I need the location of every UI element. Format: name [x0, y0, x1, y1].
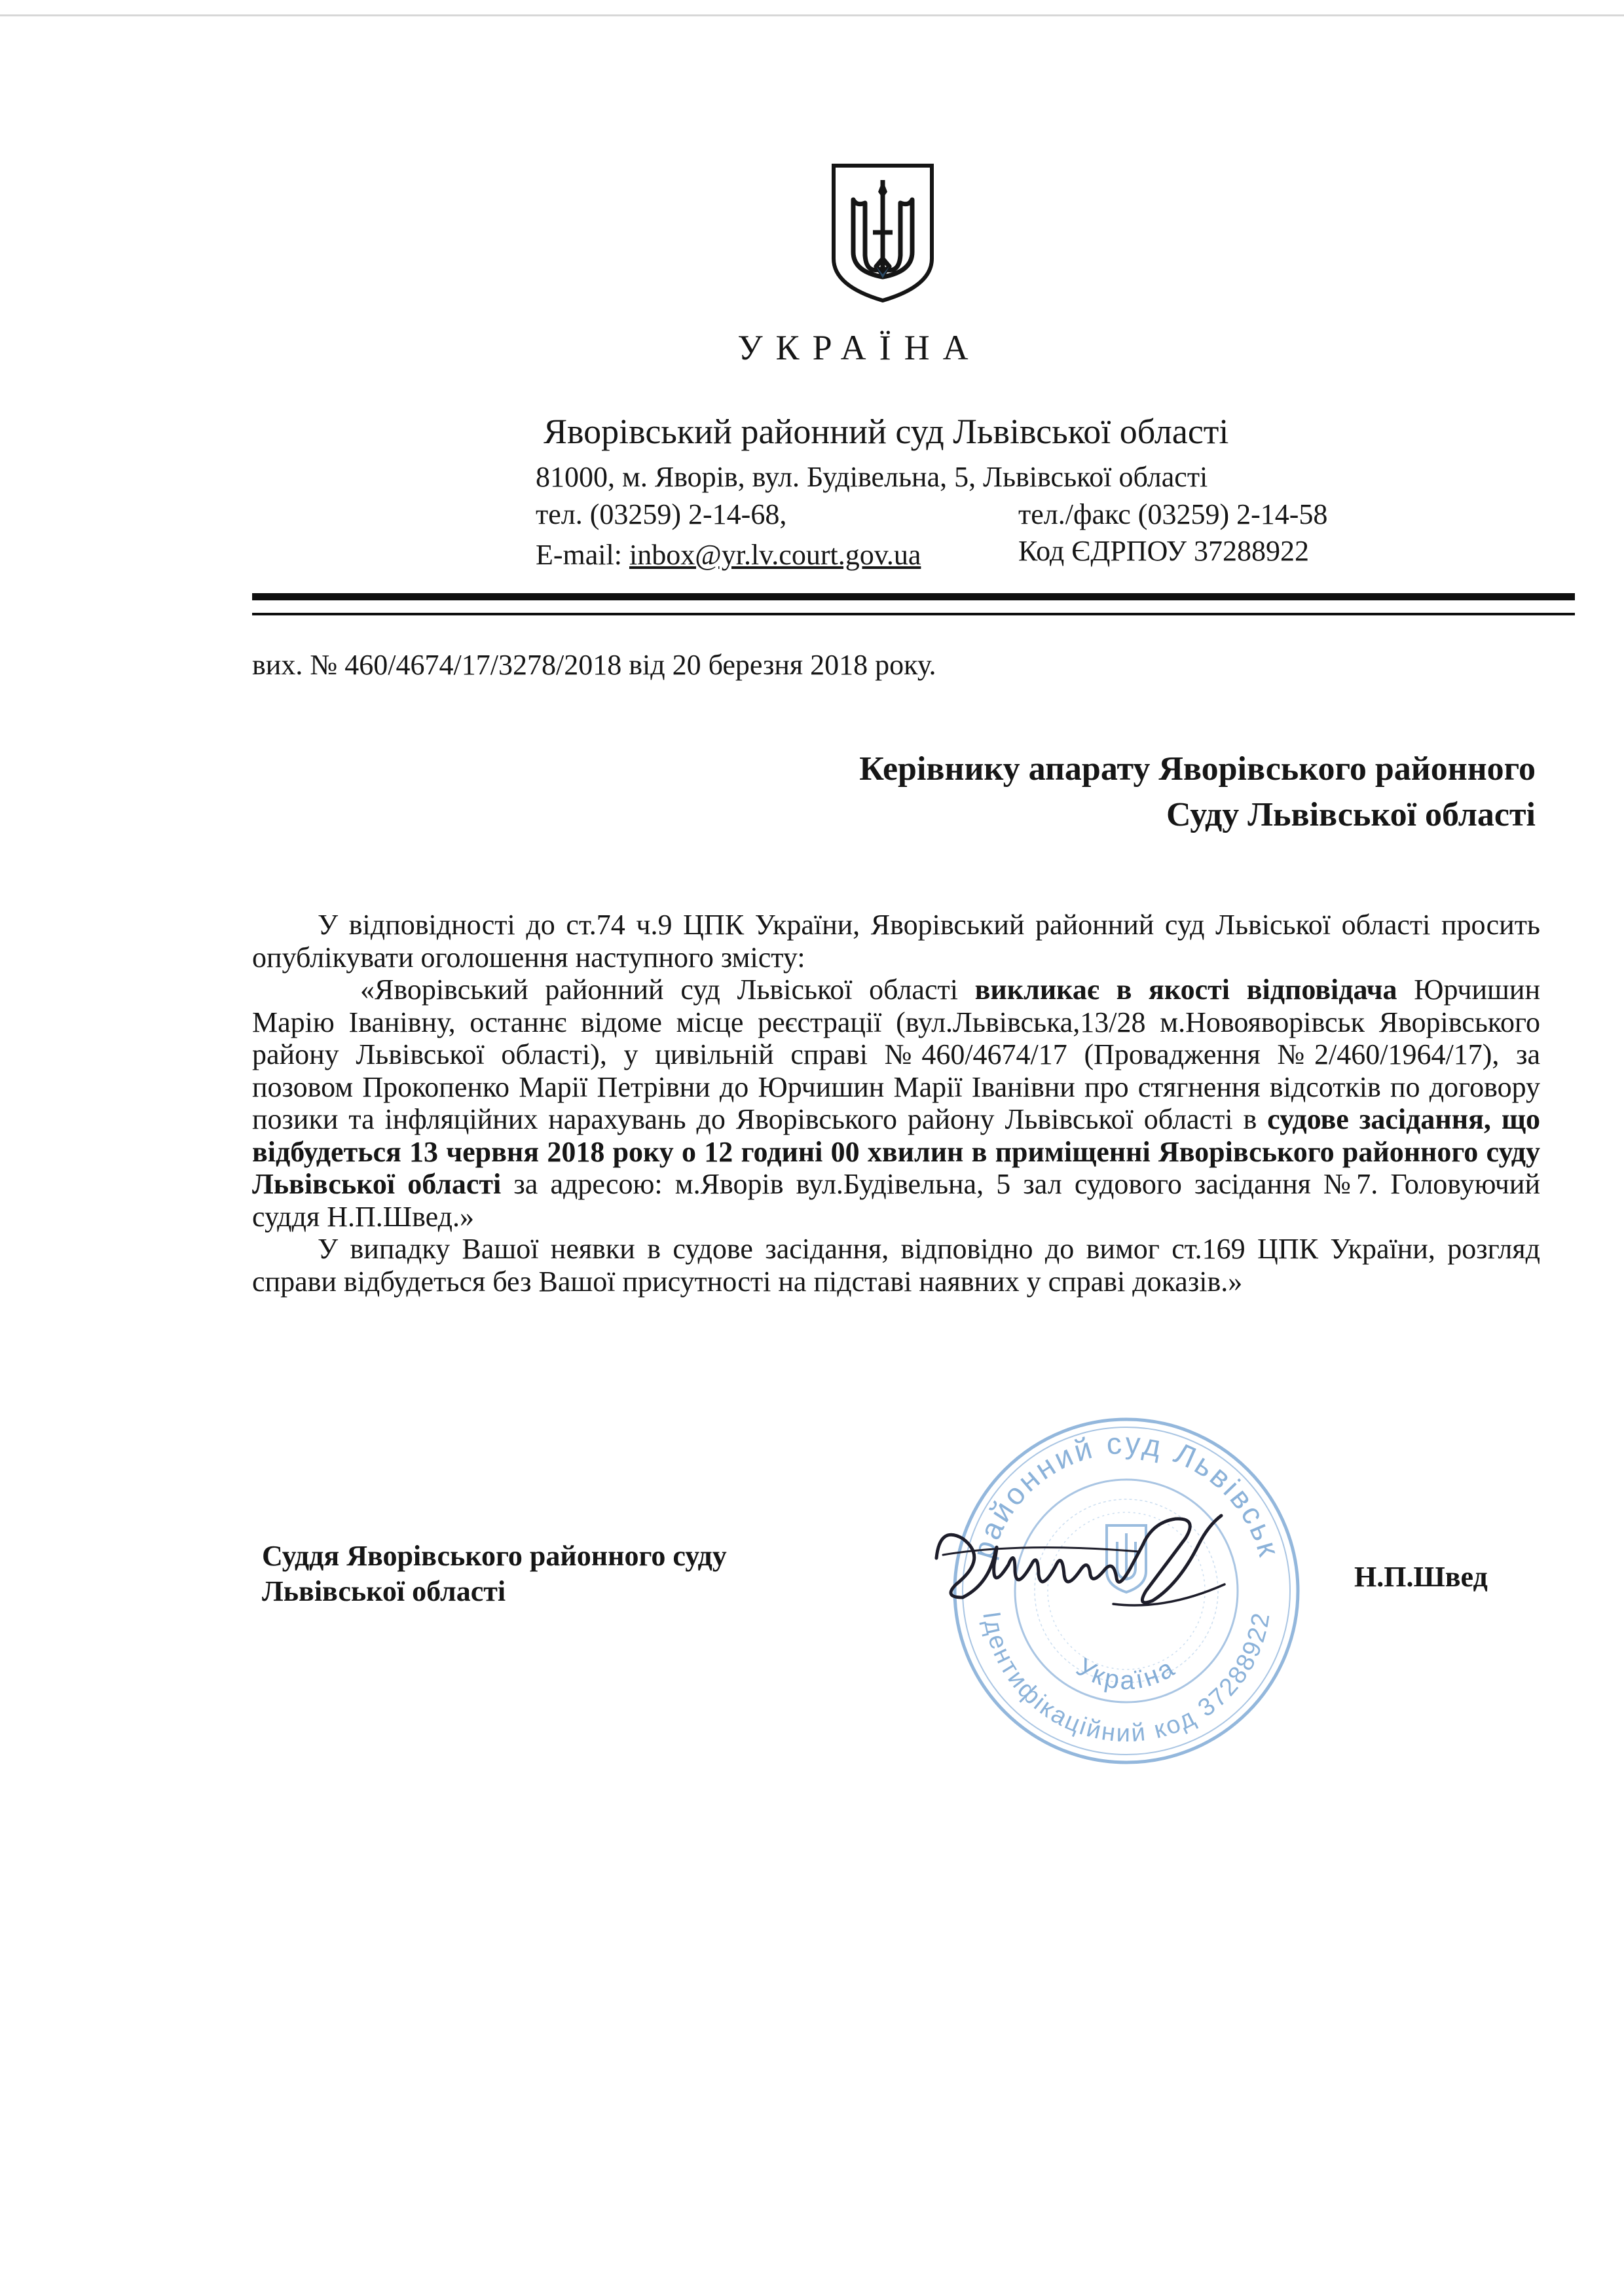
court-address: 81000, м. Яворів, вул. Будівельна, 5, Львівської області	[536, 461, 1208, 493]
body-p2-text-b: Юрчишин Марію Іванівну, останнє відоме місце реєстрації (вул.Львівська,13/28 м.Новояворівськ Яворівського району Львівської області), у цивільній справі №460/4674/17 (Провадження №2/460/1964/17), за позовом Прокопенко Марії Петрівни до Юрчишин Марії Іванівни про стягнення відсотків по договору позики та інфляційних нарахувань до Яворівського району Львівської області в	[252, 974, 1541, 1135]
outgoing-reference: вих. № 460/4674/17/3278/2018 від 20 березня 2018 року.	[252, 649, 936, 681]
body-paragraph-3: У випадку Вашої неявки в судове засідання, відповідно до вимог ст.169 ЦПК України, розгляд справи відбудеться без Вашої присутності на підставі наявних у справі доказів.»	[252, 1233, 1540, 1298]
header-divider-thin	[252, 613, 1575, 615]
court-edrpou: Код ЄДРПОУ 37288922	[1018, 535, 1310, 567]
body-p2-bold-b: судове засідання, що відбудеться 13 червня 2018 року о 12 годині 00 хвилин в приміщенні Яворівського районного суду Львівської області	[252, 1103, 1540, 1200]
svg-text:Україна	[1071, 1652, 1181, 1695]
letter-body	[252, 909, 1540, 1298]
court-fax: тел./факс (03259) 2-14-58	[1018, 498, 1328, 530]
email-link[interactable]: inbox@yr.lv.court.gov.ua	[629, 539, 921, 571]
addressee-block	[684, 746, 1536, 838]
header-divider-thick	[252, 593, 1575, 600]
body-p2-bold-a: викликає в якості відповідача	[974, 974, 1397, 1006]
country-title: УКРАЇНА	[737, 328, 982, 367]
page-top-edge	[0, 14, 1624, 16]
stamp-top-text: районний суд Львівськ	[965, 1425, 1287, 1563]
addressee-line-2: Суду Львівської області	[1166, 796, 1536, 833]
body-p2-text-c: за адресою: м.Яворів вул.Будівельна, 5 зал судового засідання №7. Головуючий суддя Н.П.Швед.»	[252, 1168, 1540, 1233]
stamp-bottom-text: Ідентифікаційний код 37288922	[977, 1609, 1276, 1748]
email-label: E-mail:	[536, 539, 622, 571]
body-paragraph-2	[252, 974, 1540, 1233]
signer-title-line-2: Львівської області	[262, 1575, 506, 1607]
judge-signature	[917, 1486, 1303, 1656]
addressee-line-1: Керівнику апарату Яворівського районного	[859, 750, 1536, 788]
coat-of-arms-icon	[827, 160, 938, 304]
signer-title-line-1: Суддя Яворівського районного суду	[262, 1540, 727, 1572]
stamp-country-text: Україна	[1071, 1652, 1181, 1696]
court-name: Яворівський районний суд Львівської області	[544, 412, 1229, 451]
court-email-line	[536, 538, 921, 572]
signer-name: Н.П.Швед	[1354, 1561, 1488, 1593]
body-p2-text-a: «Яворівський районний суд Львіської області	[360, 974, 975, 1006]
body-paragraph-1: У відповідності до ст.74 ч.9 ЦПК України, Яворівський районний суд Львіської області просить опублікувати оголошення наступного змісту:	[252, 909, 1540, 974]
court-phone: тел. (03259) 2-14-68,	[536, 498, 787, 530]
signer-title	[262, 1539, 727, 1609]
